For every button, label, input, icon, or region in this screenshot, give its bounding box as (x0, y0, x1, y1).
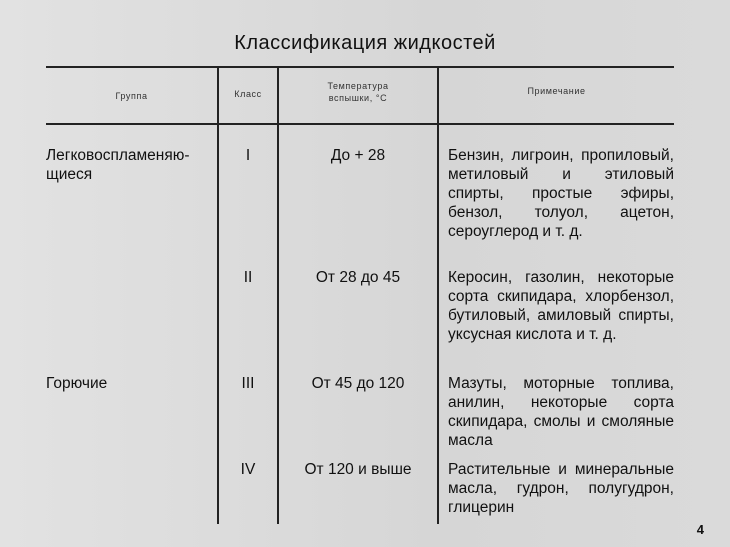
header-temperature-line1: Температура (327, 81, 389, 91)
row2-class: II (243, 269, 253, 286)
row2-temperature: От 28 до 45 (315, 269, 401, 286)
column-divider-3 (437, 66, 439, 524)
row1-group: Легковоспламеняю-щиеся (46, 147, 190, 183)
header-bottom-rule (46, 123, 674, 125)
column-divider-2 (277, 66, 279, 524)
header-group: Группа (115, 91, 148, 101)
page-number: 4 (696, 522, 704, 537)
row3-class: III (241, 375, 255, 392)
header-temperature-line2: вспышки, °С (328, 93, 388, 103)
header-class: Класс (234, 89, 262, 99)
header-note: Примечание (527, 86, 586, 96)
row3-group: Горючие (46, 375, 108, 392)
row1-note: Бензин, лигроин, пропиловый, метиловый и этиловый спирты, простые эфиры, бензол, толуол, ацетон, сероуглерод и т. д. (448, 147, 674, 240)
table-title: Классификация жидкостей (234, 32, 496, 54)
table-top-rule (46, 66, 674, 68)
row1-temperature: До + 28 (330, 147, 386, 164)
row4-note: Растительные и минеральные масла, гудрон, полугудрон, глицерин (448, 461, 674, 516)
row4-class: IV (240, 461, 256, 478)
row3-temperature: От 45 до 120 (311, 375, 405, 392)
row1-class: I (245, 147, 251, 164)
header-temperature (279, 80, 437, 104)
column-divider-1 (217, 66, 219, 524)
row3-note: Мазуты, моторные топлива, анилин, некоторые сорта скипидара, смолы и смоляные масла (448, 375, 674, 449)
row4-temperature: От 120 и выше (304, 461, 412, 478)
row2-note: Керосин, газолин, некоторые сорта скипидара, хлорбензол, бутиловый, амиловый спирты, уксусная кислота и т. д. (448, 269, 674, 343)
